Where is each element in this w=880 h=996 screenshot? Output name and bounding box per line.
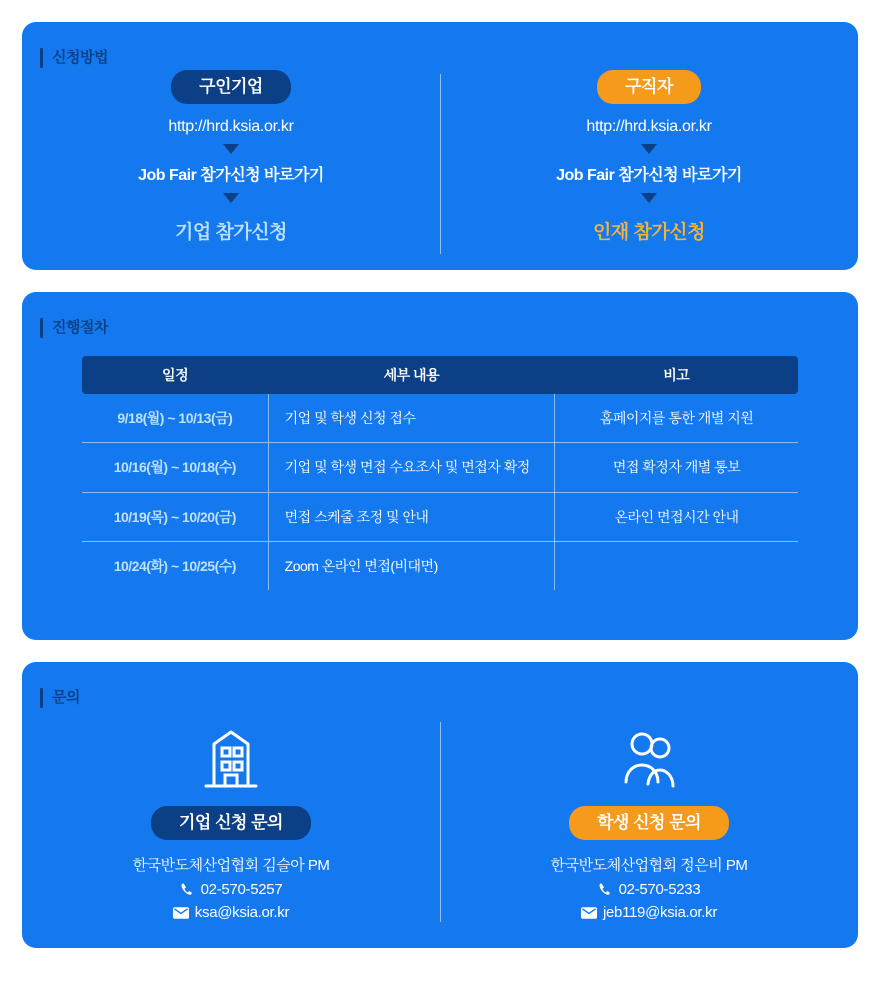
cell-detail: Zoom 온라인 면접(비대면) bbox=[268, 541, 554, 590]
jobseeker-url[interactable]: http://hrd.ksia.or.kr bbox=[586, 118, 712, 135]
contact-column-student bbox=[440, 704, 858, 930]
infographic-page bbox=[0, 22, 880, 996]
student-phone: 02-570-5233 bbox=[618, 881, 701, 898]
column-header-date: 일정 bbox=[82, 356, 268, 394]
phone-icon bbox=[180, 882, 195, 897]
cell-detail: 기업 및 학생 면접 수요조사 및 면접자 확정 bbox=[268, 443, 554, 492]
mail-icon bbox=[581, 907, 597, 919]
company-step-label: Job Fair 참가신청 바로가기 bbox=[138, 167, 324, 184]
phone-icon bbox=[598, 882, 613, 897]
table-body bbox=[82, 394, 798, 590]
jobseeker-badge: 구직자 bbox=[597, 70, 701, 104]
student-contact-badge: 학생 신청 문의 bbox=[569, 806, 729, 840]
company-email[interactable]: ksa@ksia.or.kr bbox=[194, 904, 290, 921]
table-row bbox=[82, 394, 798, 443]
table-row bbox=[82, 492, 798, 541]
contact-card bbox=[22, 662, 858, 948]
apply-columns bbox=[22, 70, 858, 250]
student-phone-line bbox=[598, 881, 701, 898]
cell-detail: 면접 스케줄 조정 및 안내 bbox=[268, 492, 554, 541]
company-contact-badge: 기업 신청 문의 bbox=[151, 806, 311, 840]
heading-accent-bar bbox=[40, 48, 43, 68]
company-url[interactable]: http://hrd.ksia.or.kr bbox=[168, 118, 294, 135]
schedule-heading bbox=[40, 318, 108, 338]
company-phone-line bbox=[180, 881, 283, 898]
schedule-card bbox=[22, 292, 858, 640]
table-header-row bbox=[82, 356, 798, 394]
cell-note: 홈페이지를 통한 개별 지원 bbox=[555, 394, 798, 443]
cell-detail: 기업 및 학생 신청 접수 bbox=[268, 394, 554, 443]
cell-date: 10/19(목) ~ 10/20(금) bbox=[82, 492, 268, 541]
arrow-down-icon bbox=[641, 144, 657, 154]
people-icon bbox=[612, 714, 686, 790]
building-icon bbox=[194, 714, 268, 790]
cell-note: 면접 확정자 개별 통보 bbox=[555, 443, 798, 492]
mail-icon bbox=[173, 907, 189, 919]
heading-text: 문의 bbox=[52, 689, 80, 706]
arrow-down-icon bbox=[223, 144, 239, 154]
apply-method-card bbox=[22, 22, 858, 270]
arrow-down-icon bbox=[641, 193, 657, 203]
cell-note bbox=[555, 541, 798, 590]
student-contact-person: 한국반도체산업협회 정은비 PM bbox=[550, 857, 748, 874]
schedule-table-wrapper bbox=[82, 356, 798, 590]
company-contact-person: 한국반도체산업협회 김슬아 PM bbox=[132, 857, 330, 874]
apply-column-company bbox=[22, 70, 440, 250]
column-header-note: 비고 bbox=[555, 356, 798, 394]
arrow-down-icon bbox=[223, 193, 239, 203]
jobseeker-step-label: Job Fair 참가신청 바로가기 bbox=[556, 167, 742, 184]
company-phone: 02-570-5257 bbox=[200, 881, 283, 898]
cell-date: 9/18(월) ~ 10/13(금) bbox=[82, 394, 268, 443]
jobseeker-final-label: 인재 참가신청 bbox=[593, 222, 705, 243]
table-row bbox=[82, 541, 798, 590]
schedule-table bbox=[82, 356, 798, 590]
cell-date: 10/16(월) ~ 10/18(수) bbox=[82, 443, 268, 492]
heading-text: 신청방법 bbox=[52, 49, 108, 66]
heading-text: 진행절차 bbox=[52, 319, 108, 336]
company-final-label: 기업 참가신청 bbox=[175, 222, 287, 243]
apply-method-heading bbox=[40, 48, 108, 68]
table-header bbox=[82, 356, 798, 394]
apply-column-jobseeker bbox=[440, 70, 858, 250]
student-email-line bbox=[581, 904, 717, 921]
contact-column-company bbox=[22, 704, 440, 930]
cell-note: 온라인 면접시간 안내 bbox=[555, 492, 798, 541]
student-email[interactable]: jeb119@ksia.or.kr bbox=[602, 904, 718, 921]
company-email-line bbox=[173, 904, 289, 921]
company-badge: 구인기업 bbox=[171, 70, 291, 104]
table-row bbox=[82, 443, 798, 492]
heading-accent-bar bbox=[40, 318, 43, 338]
column-header-detail: 세부 내용 bbox=[268, 356, 554, 394]
contact-columns bbox=[22, 704, 858, 930]
cell-date: 10/24(화) ~ 10/25(수) bbox=[113, 558, 236, 575]
